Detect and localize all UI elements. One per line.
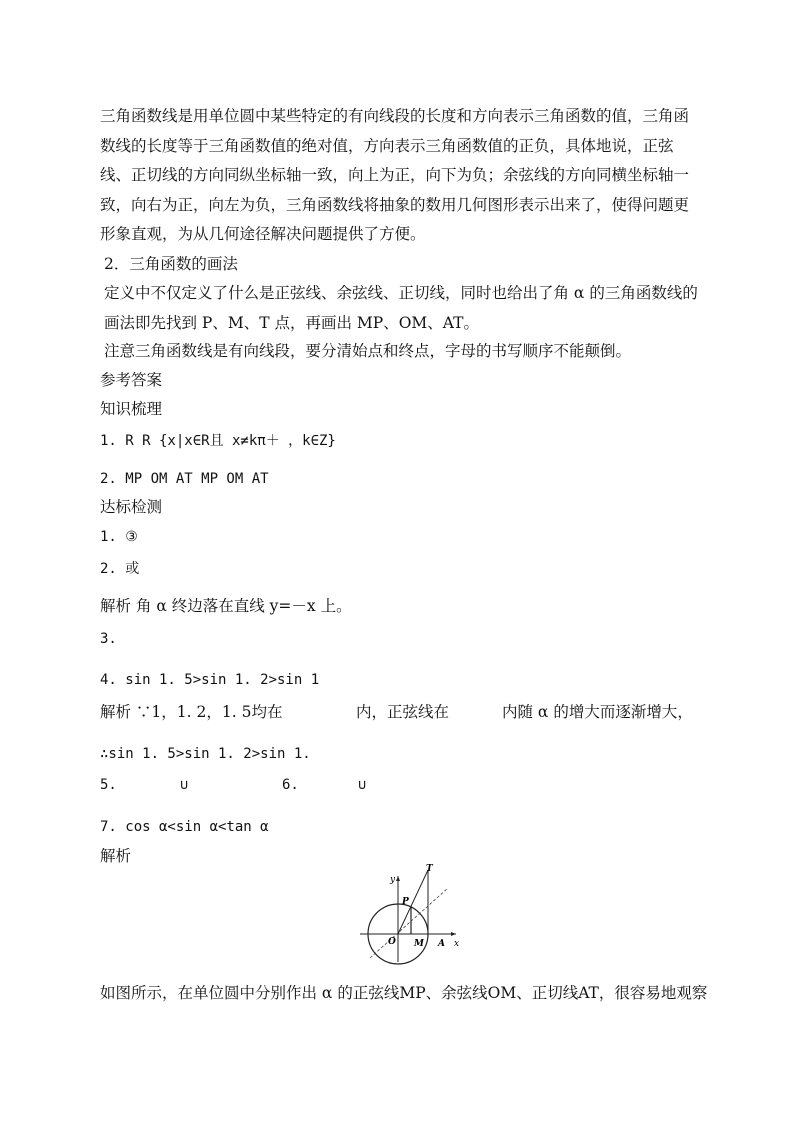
answer-2-analysis: 解析 角 α 终边落在直线 y=－x 上。: [100, 597, 352, 615]
y-axis-arrow: [396, 876, 400, 881]
label-O: O: [388, 937, 396, 947]
dashed-line: [370, 888, 448, 958]
answer-4-analysis-c: 内随 α 的增大而逐渐增大，: [502, 703, 693, 721]
answer-4-analysis-b: 内，正弦线在: [356, 703, 450, 721]
knowledge-heading: 知识梳理: [100, 400, 163, 418]
label-M: M: [414, 939, 424, 949]
paragraph-drawing-method: 定义中不仅定义了什么是正弦线、余弦线、正切线，同时也给出了角 α 的三角函数线的画法即先找到 P、M、T 点，再画出 MP、OM、AT。: [104, 284, 698, 332]
knowledge-item-2: 2. MP OM AT MP OM AT: [100, 471, 269, 487]
answer-4-conclusion: ∴sin 1. 5>sin 1. 2>sin 1.: [100, 746, 311, 762]
answer-3: 3.: [100, 631, 117, 647]
x-axis-arrow: [451, 932, 456, 936]
knowledge-item-1: 1. R R {x|x∈R且 x≠kπ＋ ，k∈Z}: [100, 433, 336, 449]
answer-7-analysis: 解析: [100, 847, 132, 865]
label-A: A: [438, 939, 445, 949]
paragraph-note: 注意三角函数线是有向线段，要分清始点和终点，字母的书写顺序不能颠倒。: [104, 342, 632, 360]
answer-5: 5.: [100, 777, 117, 793]
intro-paragraph: 三角函数线是用单位圆中某些特定的有向线段的长度和方向表示三角函数的值，三角函数线的长度等于三角函数值的绝对值，方向表示三角函数值的正负，具体地说，正弦线、正切线的方向同纵坐标轴一致，向上为正，向下为负；余弦线的方向同横坐标轴一致，向右为正，向左为负，三角函数线将抽象的数用几何图形表示出来了，使得问题更形象直观，为从几何途径解决问题提供了方便。: [100, 107, 690, 243]
answer-4: 4. sin 1. 5>sin 1. 2>sin 1: [100, 672, 320, 688]
section-heading: 2．三角函数的画法: [104, 255, 238, 273]
answer-4-analysis-a: 解析 ∵1，1. 2，1. 5均在: [100, 703, 283, 721]
reference-answer-heading: 参考答案: [100, 371, 163, 389]
label-x: x: [454, 939, 460, 949]
answer-2: 2. 或: [100, 561, 140, 577]
answer-7: 7. cos α<sin α<tan α: [100, 819, 269, 835]
unit-circle-figure: [356, 862, 466, 970]
answer-6-union: ∪: [358, 777, 367, 793]
label-P: P: [402, 897, 409, 907]
check-heading: 达标检测: [100, 498, 163, 516]
answer-6: 6.: [282, 777, 299, 793]
label-T: T: [426, 864, 433, 874]
label-y: y: [390, 875, 396, 885]
answer-5-union: ∪: [180, 777, 189, 793]
answer-1: 1. ③: [100, 529, 138, 545]
closing-paragraph: 如图所示，在单位圆中分别作出 α 的正弦线MP、余弦线OM、正切线AT，很容易地观察: [100, 984, 708, 1002]
